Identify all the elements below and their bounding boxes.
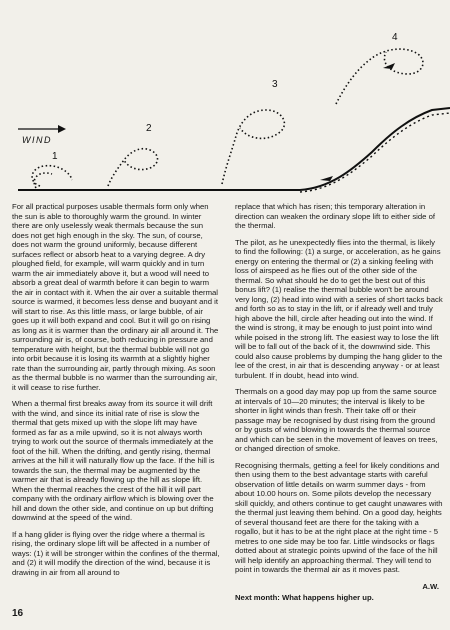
thermal-bubble-4 [336, 49, 423, 104]
wind-label: WIND [22, 135, 52, 145]
paragraph: replace that which has risen; this temporary alteration in direction can weaken the ordinary slope lift to either side of the thermal. [235, 202, 435, 230]
paragraph: If a hang glider is flying over the ridge where a thermal is rising, the ordinary slope lift will be affected in a number of ways: (1) it will be stronger within the confines of the thermal, and (2) it will modify the direction of the wind, because it is drawing in air from all around to [12, 529, 220, 577]
thermal-bubble-2 [108, 149, 158, 186]
paragraph: Thermals on a good day may pop up from the same source at intervals of 10—20 minutes; the interval is likely to be shorter in light winds than fresh. Their take off or their passage may be recognised by dust rising from the ground or by gusts of wind blowing in towards the thermal source and which can be seen in the movement of leaves on trees, or changed direction of smoke. [235, 387, 438, 453]
paragraph: For all practical purposes usable thermals form only when the sun is able to thoroughly warm the ground. In winter there are only uselessly weak thermals because the sun does not get high enough in the sky. The sun, of course, does not warm the ground uniformly, because different surfaces reflect or absorb heat to a varying degree. A dry ploughed field, for example, will warm quickly and in turn warm the air immediately above it, but a wood will need to absorb a great deal of warmth before it can begin to warm the air in contact with it. When the air over a suitable thermal source is warmed, it becomes less dense and buoyant and it will start to rise. As this little mass, or large bubble, of air goes up it will both expand and cool. But it will go on rising as long as it is warmer than the ordinary air all around it. The surrounding air is, of course, both reducing in pressure and temperature with height, but the thermal bubble will not go into orbit because it is losing its warmth at a slightly higher rate than the surrounding air, partly through mixing. As soon as the thermal bubble is no warmer than the surrounding air, it will cease to rise further. [12, 202, 219, 392]
next-month-teaser: Next month: What happens higher up. [235, 593, 374, 602]
thermal-label-3: 3 [272, 79, 278, 90]
page-number: 16 [12, 608, 24, 619]
paragraph: When a thermal first breaks away from its source it will drift with the wind, and since its initial rate of rise is slow the thermal that gets mixed up with the slope lift may have formed as far as a mile upwind, so it is not always worth trying to work out the source of thermals immediately at the foot of the hill. When the drifting, and gently rising, thermal arrives at the hill it will naturally flow up the face. If the hill is towards the sun, the thermal may be augmented by the warmer air that is already flowing up the hill as slope lift. When the thermal reaches the crest of the hill it will part company with the ordinary airflow which is blowing over the hill and down the other side, and continue on up but drifting downwind at the speed of the wind. [12, 399, 215, 522]
right-text-column [235, 202, 443, 603]
paragraph: Recognising thermals, getting a feel for likely conditions and then using them to the best advantage starts with careful observation of little details on warm summer days - from about 10.00 hours on. Some pilots develop the necessary skill quickly, and others continue to get caught unawares with the thermal just leaving them behind. On a good day, heights of several thousand feet are there for the taking with a rogallo, but it has to be at the right place at the right time - 5 metres to one side may be too far. Little windsocks or flags dotted about at strategic points upwind of the face of the hill will help identify an approaching thermal. They will tend to point in towards the thermal air as it moves past. [235, 460, 443, 574]
thermal-label-2: 2 [146, 123, 152, 134]
left-text-column [12, 202, 220, 584]
wind-arrow [18, 125, 66, 133]
glider-icon-2 [383, 63, 395, 69]
thermal-label-4: 4 [392, 32, 398, 43]
paragraph: The pilot, as he unexpectedly flies into the thermal, is likely to find the following: (1) a surge, or acceleration, as he gains energy on entering the thermal or (2) a sinking feeling with loss of airspeed as he flies out of the other side of the thermal. So what should he do to get the best out of this bonus lift? (1) realise the thermal bubble won't be around very long, (2) head into wind with a series of short tacks back and forth so as to stay in the lift, or if already well and truly high above the hill, circle after heading out into the wind. If the wind is strong, it may be enough to just point into wind while poised in the strong lift. The easiest way to lose the lift will be to fall out of the back of it, the downwind side. This could also cause problems by dumping the hang glider to the lee of the crest, in air that is descending anyway - or at least turbulent. If in doubt, head into wind. [235, 237, 443, 380]
thermal-bubble-3 [222, 110, 284, 184]
author-signoff: A.W. [422, 581, 439, 591]
thermal-bubble-1 [32, 166, 72, 188]
thermal-label-1: 1 [52, 151, 58, 162]
hill-ground [18, 108, 450, 200]
thermal-diagram [0, 0, 450, 200]
glider-icon-1 [320, 176, 333, 181]
